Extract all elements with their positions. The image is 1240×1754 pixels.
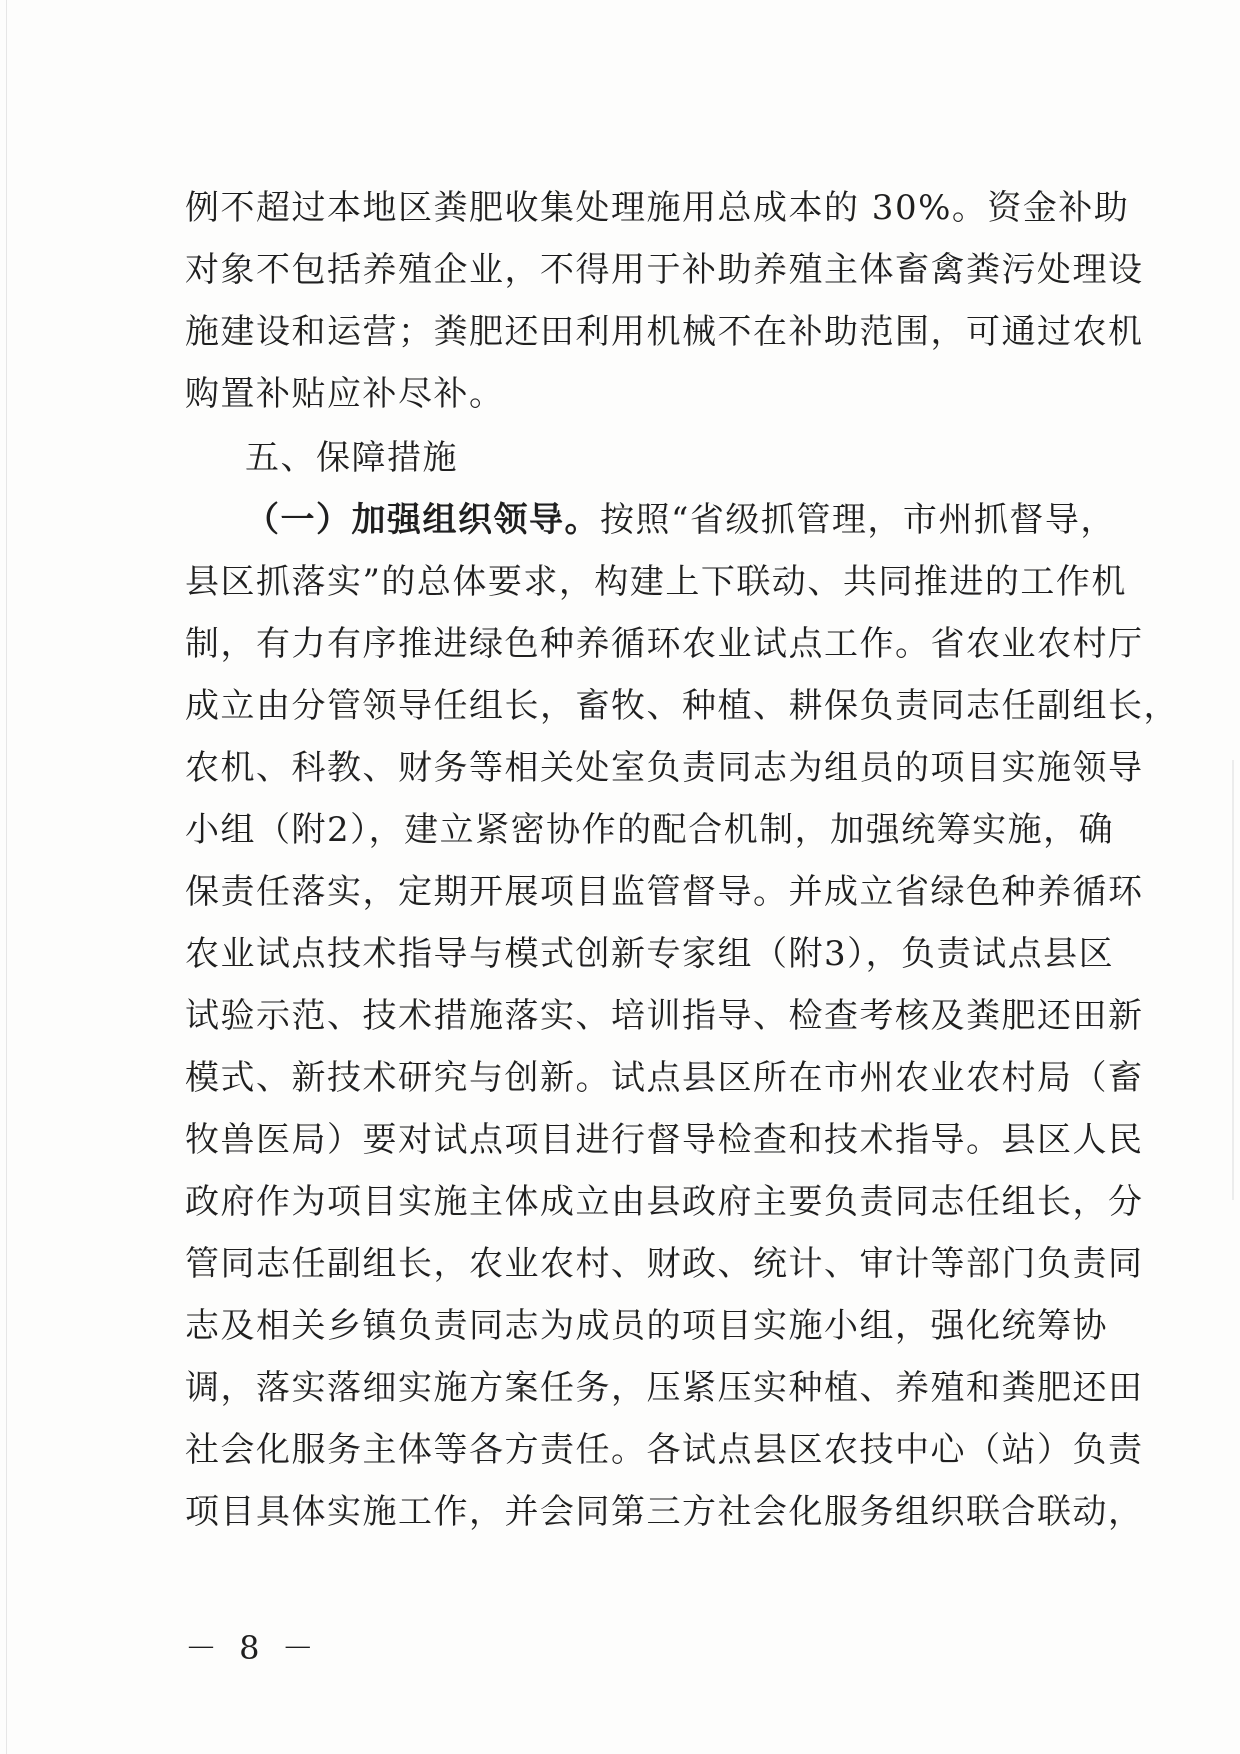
subsection-lead-text: 按照“省级抓管理，市州抓督导，: [600, 500, 1116, 540]
paragraph-line: 项目具体实施工作，并会同第三方社会化服务组织联合联动，: [185, 1492, 1144, 1532]
paragraph-line: 政府作为项目实施主体成立由县政府主要负责同志任组长，分: [185, 1182, 1144, 1222]
page-number: － 8 －: [185, 1629, 320, 1667]
scan-edge-right: [1232, 760, 1234, 1200]
paragraph-line: 县区抓落实”的总体要求，构建上下联动、共同推进的工作机: [185, 562, 1127, 602]
paragraph-line: 牧兽医局）要对试点项目进行督导检查和技术指导。县区人民: [185, 1120, 1144, 1160]
paragraph-line: 成立由分管领导任组长，畜牧、种植、耕保负责同志任副组长，: [185, 686, 1179, 726]
paragraph-line: 保责任落实，定期开展项目监管督导。并成立省绿色种养循环: [185, 872, 1144, 912]
paragraph-line: 例不超过本地区粪肥收集处理施用总成本的 30%。资金补助: [185, 188, 1130, 228]
paragraph-lead-line: [245, 490, 1115, 550]
subsection-title: （一）加强组织领导。: [245, 500, 600, 540]
paragraph-line: 施建设和运营；粪肥还田利用机械不在补助范围，可通过农机: [185, 312, 1144, 352]
paragraph-line: 试验示范、技术措施落实、培训指导、检查考核及粪肥还田新: [185, 996, 1144, 1036]
paragraph-line: 小组（附2），建立紧密协作的配合机制，加强统筹实施，确: [185, 810, 1115, 850]
paragraph-line: 购置补贴应补尽补。: [185, 374, 505, 414]
scan-edge-left: [6, 0, 7, 1754]
paragraph-line: 农机、科教、财务等相关处室负责同志为组员的项目实施领导: [185, 748, 1144, 788]
paragraph-line: 调，落实落细实施方案任务，压紧压实种植、养殖和粪肥还田: [185, 1368, 1144, 1408]
paragraph-line: 志及相关乡镇负责同志为成员的项目实施小组，强化统筹协: [185, 1306, 1108, 1346]
section-heading: 五、保障措施: [245, 438, 458, 478]
paragraph-line: 农业试点技术指导与模式创新专家组（附3），负责试点县区: [185, 934, 1115, 974]
paragraph-line: 对象不包括养殖企业，不得用于补助养殖主体畜禽粪污处理设: [185, 250, 1144, 290]
paragraph-line: 社会化服务主体等各方责任。各试点县区农技中心（站）负责: [185, 1430, 1144, 1470]
paragraph-line: 制，有力有序推进绿色种养循环农业试点工作。省农业农村厅: [185, 624, 1144, 664]
paragraph-line: 模式、新技术研究与创新。试点县区所在市州农业农村局（畜: [185, 1058, 1144, 1098]
paragraph-line: 管同志任副组长，农业农村、财政、统计、审计等部门负责同: [185, 1244, 1144, 1284]
